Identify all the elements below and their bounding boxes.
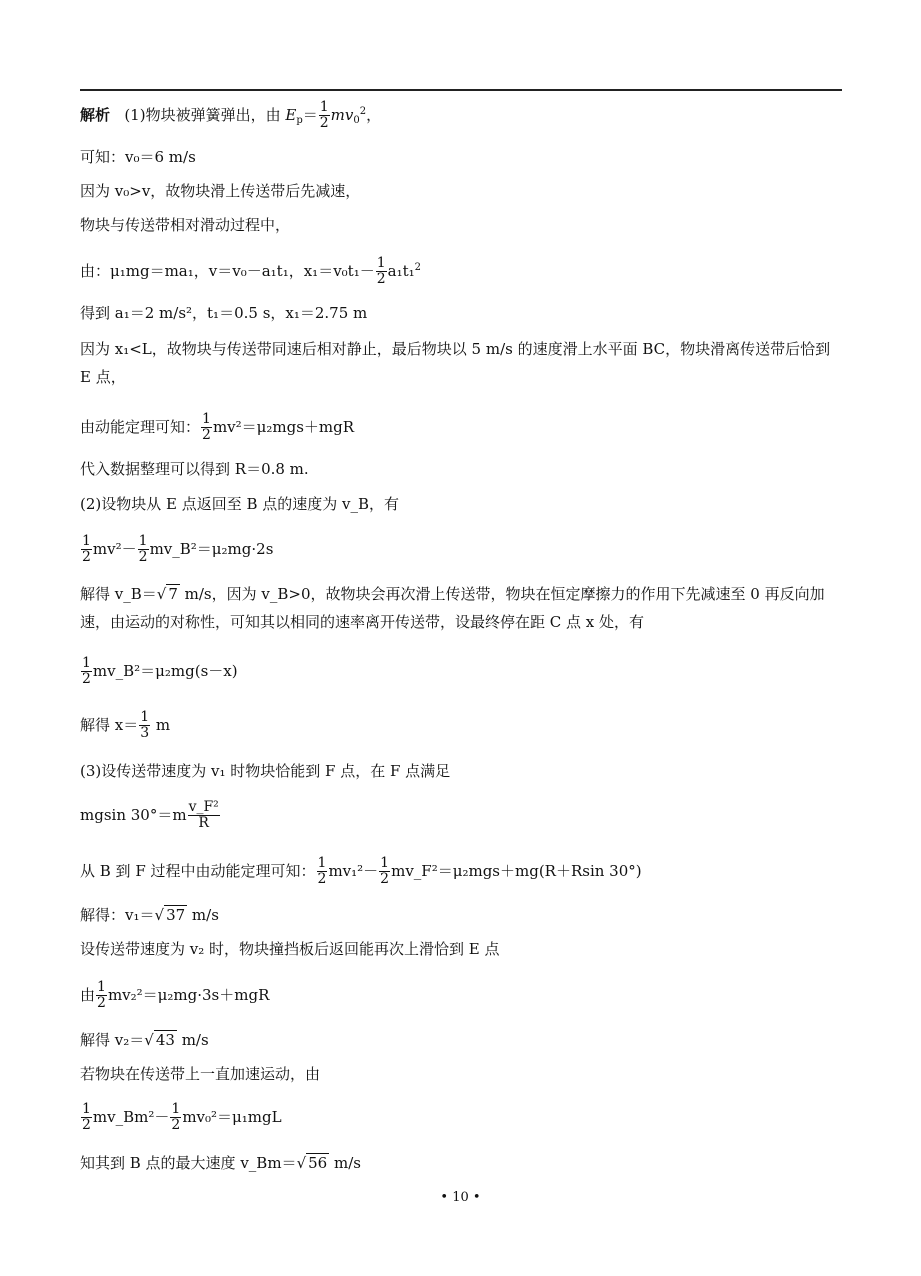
line-4: 物块与传送带相对滑动过程中， xyxy=(80,216,291,234)
fraction xyxy=(317,856,328,888)
line-6: 得到 a₁＝2 m/s²，t₁＝0.5 s，x₁＝2.75 m xyxy=(80,304,368,322)
comma: ， xyxy=(366,105,382,124)
frac-num: 1 xyxy=(82,533,91,549)
frac-den: 2 xyxy=(82,671,91,688)
fraction xyxy=(201,412,212,444)
l17c: mv_F²＝μ₂mgs＋mg(R＋Rsin 30°) xyxy=(391,861,642,880)
l13: mv_B²＝μ₂mg(s－x) xyxy=(92,661,238,680)
ep-symbol: E xyxy=(285,105,297,124)
sup2: 2 xyxy=(359,105,367,117)
sqrt-value: 43 xyxy=(155,1031,175,1049)
fraction xyxy=(96,980,107,1012)
frac-den: R xyxy=(198,815,209,832)
line-14 xyxy=(80,710,170,742)
page-number: • 10 • xyxy=(440,1190,481,1205)
line-21 xyxy=(80,1033,209,1048)
l23a: mv_Bm²－ xyxy=(92,1107,170,1126)
l17a: 从 B 到 F 过程中由动能定理可知： xyxy=(80,861,316,880)
line-9: 代入数据整理可以得到 R＝0.8 m. xyxy=(80,460,309,478)
line-2: 可知：v₀＝6 m/s xyxy=(80,148,196,166)
frac-num: 1 xyxy=(138,533,148,549)
line-19: 设传送带速度为 v₂ 时，物块撞挡板后返回能再次上滑恰到 E 点 xyxy=(80,940,500,958)
l21a: 解得 v₂＝ xyxy=(80,1031,145,1049)
sqrt: √ 7 xyxy=(156,585,178,603)
frac-den: 2 xyxy=(138,549,148,566)
frac-den: 2 xyxy=(82,549,91,566)
fraction xyxy=(170,1102,181,1134)
fraction xyxy=(139,710,150,742)
line-15: (3)设传送带速度为 v₁ 时物块恰能到 F 点，在 F 点满足 xyxy=(80,762,451,780)
l20b: mv₂²＝μ₂mg·3s＋mgR xyxy=(107,985,270,1004)
l8a: 由动能定理可知： xyxy=(80,417,201,436)
fraction xyxy=(379,856,390,888)
l5a: 由：μ₁mg＝ma₁，v＝v₀－a₁t₁，x₁＝v₀t₁－ xyxy=(80,261,375,280)
frac-num: 1 xyxy=(380,855,390,871)
sqrt: √ 56 xyxy=(296,1154,328,1172)
frac-num: 1 xyxy=(202,411,211,427)
line-5 xyxy=(80,256,421,288)
line-13 xyxy=(80,656,238,688)
frac-den: 2 xyxy=(317,871,327,888)
frac-den: 2 xyxy=(319,115,329,132)
line-23 xyxy=(80,1102,282,1134)
line-8 xyxy=(80,412,354,444)
l20a: 由 xyxy=(80,985,96,1004)
l17b: mv₁²－ xyxy=(328,861,379,880)
line-18 xyxy=(80,908,219,923)
sqrt-value: 56 xyxy=(308,1154,328,1172)
fraction xyxy=(376,256,387,288)
l14b: m xyxy=(151,715,171,734)
frac-num: 1 xyxy=(171,1101,181,1117)
top-rule xyxy=(80,89,842,91)
frac-den: 2 xyxy=(376,271,386,288)
l18a: 解得：v₁＝ xyxy=(80,906,155,924)
l24b: m/s xyxy=(329,1154,361,1172)
line-24 xyxy=(80,1156,361,1171)
frac-num: 1 xyxy=(82,655,91,671)
sqrt-value: 7 xyxy=(168,585,178,603)
frac-num: 1 xyxy=(319,99,329,115)
sec1-intro: (1)物块被弹簧弹出，由 xyxy=(124,105,281,124)
line-11 xyxy=(80,534,273,566)
l11a: mv²－ xyxy=(92,539,137,558)
heading: 解析 xyxy=(80,105,111,124)
frac-num: 1 xyxy=(317,855,327,871)
l12b: m/s，因为 v_B>0，故物块会再次滑上传送带，物块在恒定摩擦力的作用下先减速至 0 再反向加速，由运动的对称性，可知其以相同的速率离开传送带，设最终停在距 C 点 x 处，有 xyxy=(80,585,825,631)
line-17 xyxy=(80,856,642,888)
sup2: 2 xyxy=(414,261,422,273)
sub0: 0 xyxy=(353,114,360,126)
fraction xyxy=(81,656,92,688)
sqrt: √ 43 xyxy=(144,1031,175,1049)
sqrt-value: 37 xyxy=(166,906,186,924)
fraction xyxy=(138,534,149,566)
eq: ＝ xyxy=(302,105,318,124)
l18b: m/s xyxy=(187,906,219,924)
ep-sub: p xyxy=(296,114,303,126)
frac-num: v_F² xyxy=(188,799,219,815)
l21b: m/s xyxy=(176,1031,209,1049)
line-10: (2)设物块从 E 点返回至 B 点的速度为 v_B，有 xyxy=(80,495,400,513)
sqrt: √ 37 xyxy=(154,906,186,924)
frac-den: 2 xyxy=(380,871,390,888)
l5b: a₁t₁ xyxy=(387,261,415,280)
frac-den: 2 xyxy=(97,995,106,1012)
fraction xyxy=(319,100,330,132)
l24a: 知其到 B 点的最大速度 v_Bm＝ xyxy=(80,1154,297,1172)
line-16 xyxy=(80,800,221,832)
line-7: 因为 x₁<L，故物块与传送带同速后相对静止，最后物块以 5 m/s 的速度滑上水平面 BC，物块滑离传送带后恰到 E 点， xyxy=(80,340,831,386)
fraction xyxy=(81,534,92,566)
frac-den: 3 xyxy=(140,725,150,742)
l14a: 解得 x＝ xyxy=(80,715,139,734)
line-22: 若物块在传送带上一直加速运动，由 xyxy=(80,1065,321,1083)
line-20 xyxy=(80,980,269,1012)
l23b: mv₀²＝μ₁mgL xyxy=(182,1107,282,1126)
l8b: mv²＝μ₂mgs＋mgR xyxy=(212,417,355,436)
frac-num: 1 xyxy=(376,255,386,271)
frac-den: 2 xyxy=(171,1117,181,1134)
l11b: mv_B²＝μ₂mg·2s xyxy=(149,539,274,558)
l12a: 解得 v_B＝ xyxy=(80,585,157,603)
frac-num: 1 xyxy=(97,979,106,995)
fraction xyxy=(81,1102,92,1134)
l16a: mgsin 30°＝m xyxy=(80,805,187,824)
line-3: 因为 v₀>v，故物块滑上传送带后先减速， xyxy=(80,182,361,200)
line-12 xyxy=(80,580,842,636)
frac-den: 2 xyxy=(202,427,211,444)
frac-num: 1 xyxy=(82,1101,91,1117)
frac-den: 2 xyxy=(82,1117,91,1134)
mv0: mv xyxy=(330,105,354,124)
fraction xyxy=(188,800,220,832)
line-1 xyxy=(80,100,381,132)
frac-num: 1 xyxy=(140,709,150,725)
